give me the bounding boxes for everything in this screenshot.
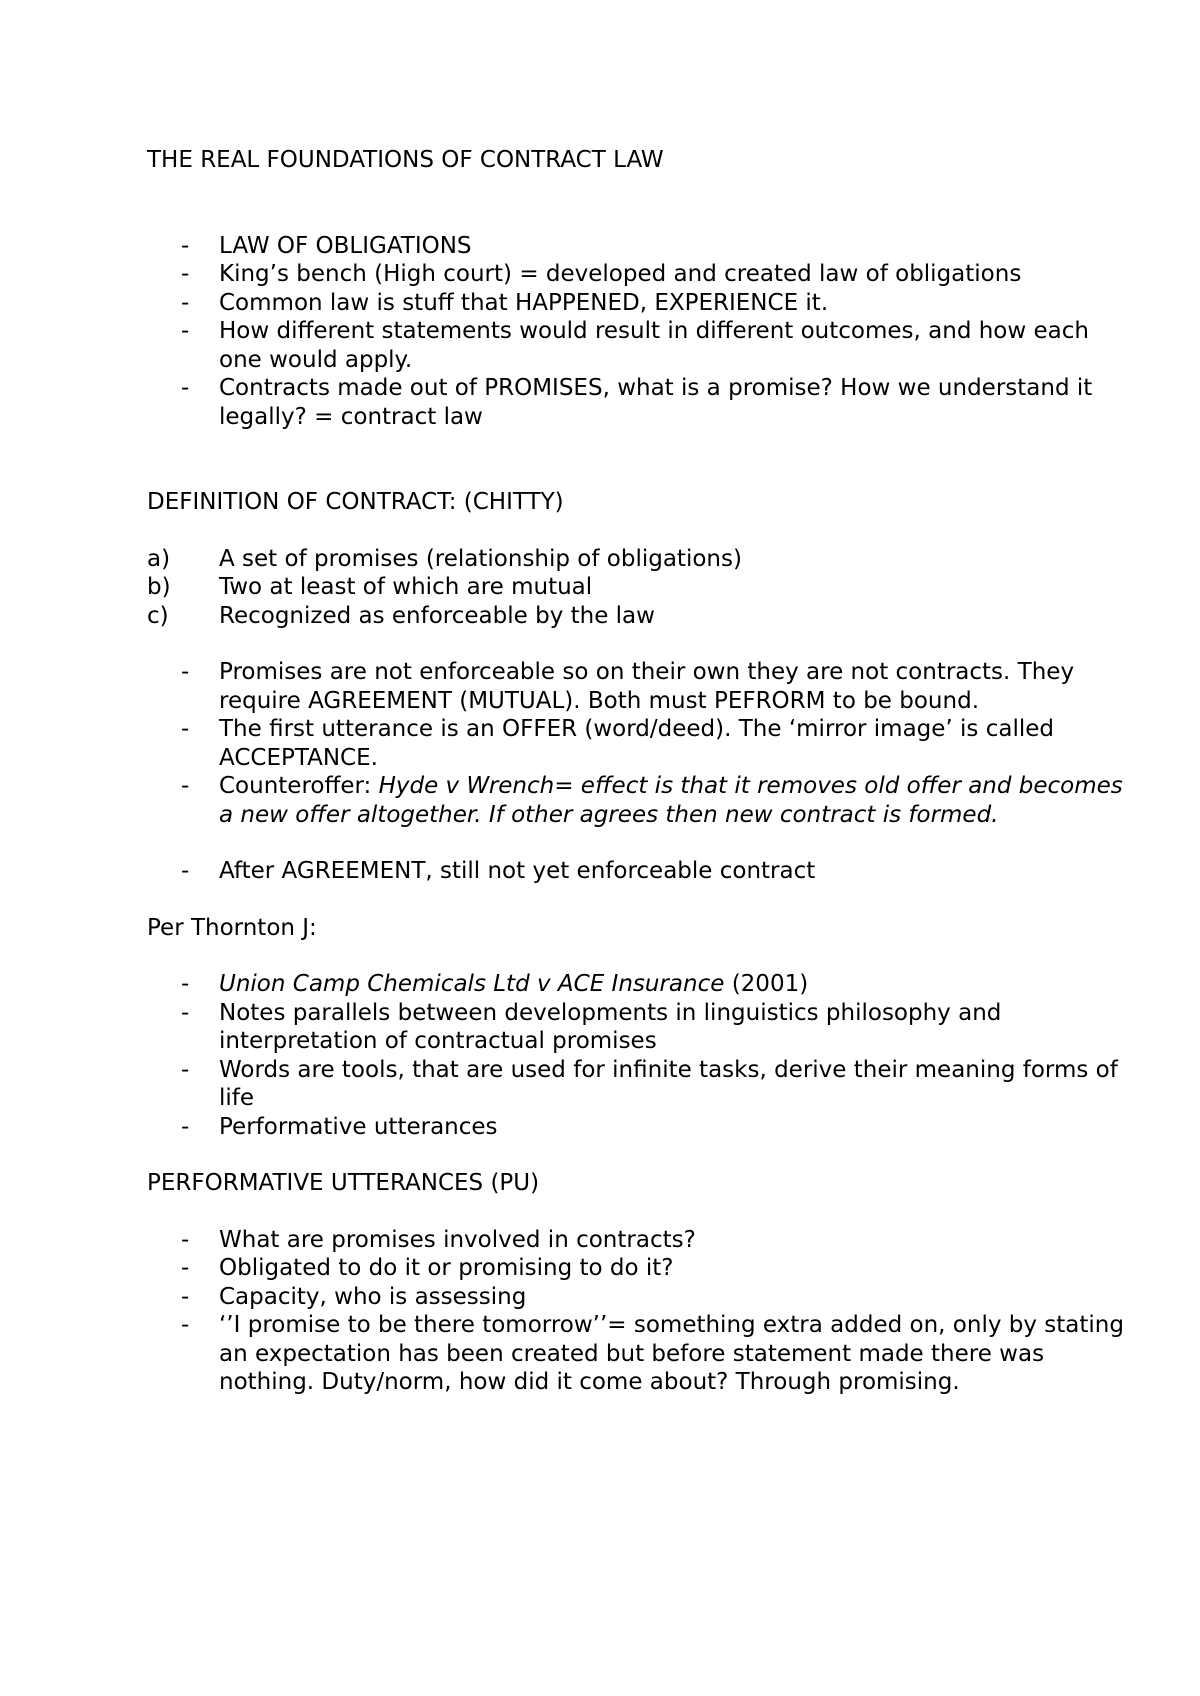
list-item xyxy=(147,260,1139,289)
list-item-text: Obligated to do it or promising to do it? xyxy=(219,1255,674,1281)
definition-heading: DEFINITION OF CONTRACT: (CHITTY) xyxy=(147,489,564,515)
spacer xyxy=(147,1198,1200,1226)
list-item xyxy=(147,715,1139,772)
list-item-text: Capacity, who is assessing xyxy=(219,1283,527,1310)
spacer xyxy=(147,175,1200,232)
list-item-text: Words are tools, that are used for infinite tasks, derive their meaning forms of life xyxy=(219,1056,1118,1111)
counteroffer-case: Hyde v Wrench= effect is that it removes old offer and becomes a new offer altogether. If other agrees then new contract is formed. xyxy=(219,773,1123,828)
list-item xyxy=(147,1283,1139,1312)
list-item xyxy=(147,374,1139,431)
list-item-text: ‘’I promise to be there tomorrow’’= something extra added on, only by stating an expectation has been created but before statement made there was nothing. Duty/norm, how did it come about? Through promising. xyxy=(219,1312,1124,1395)
list-item-text: Promises are not enforceable so on their own they are not contracts. They require AGREEMENT (MUTUAL). Both must PEFRORM to be bound. xyxy=(219,659,1075,714)
list-item xyxy=(147,1113,1139,1142)
list-item xyxy=(147,857,1139,886)
definition-list xyxy=(147,658,1200,829)
case-name: Union Camp Chemicals Ltd v ACE Insurance xyxy=(219,971,725,997)
spacer xyxy=(147,517,1200,545)
list-item-text: Recognized as enforceable by the law xyxy=(219,602,655,629)
performative-heading: PERFORMATIVE UTTERANCES (PU) xyxy=(147,1170,540,1196)
list-item xyxy=(147,602,1139,631)
letter-marker: a) xyxy=(147,545,171,572)
document-title: THE REAL FOUNDATIONS OF CONTRACT LAW xyxy=(147,147,664,173)
list-item-text: A set of promises (relationship of obligations) xyxy=(219,545,742,572)
list-item xyxy=(147,999,1139,1056)
bullet-marker: - xyxy=(181,971,190,997)
obligations-list xyxy=(147,232,1200,432)
spacer xyxy=(147,1141,1200,1169)
bullet-marker: - xyxy=(181,1226,190,1253)
list-item-text: Common law is stuff that HAPPENED, EXPERIENCE it. xyxy=(219,289,829,316)
thornton-list xyxy=(147,970,1200,1141)
list-item-text: LAW OF OBLIGATIONS xyxy=(219,232,472,259)
bullet-marker: - xyxy=(181,1283,190,1310)
definition-lettered-list xyxy=(147,545,1200,631)
list-item-text: After AGREEMENT, still not yet enforceable contract xyxy=(219,858,816,884)
bullet-marker: - xyxy=(181,858,190,884)
list-item xyxy=(147,1056,1139,1113)
letter-marker: c) xyxy=(147,602,169,629)
bullet-marker: - xyxy=(181,716,190,742)
spacer xyxy=(147,431,1200,488)
bullet-marker: - xyxy=(181,232,190,259)
bullet-marker: - xyxy=(181,773,190,799)
list-item-text: Contracts made out of PROMISES, what is a promise? How we understand it legally? = contract law xyxy=(219,375,1093,430)
case-year: (2001) xyxy=(724,971,809,997)
list-item-text: Notes parallels between developments in linguistics philosophy and interpretation of contractual promises xyxy=(219,999,1002,1054)
list-item xyxy=(147,317,1139,374)
bullet-marker: - xyxy=(181,1113,190,1140)
spacer xyxy=(147,886,1200,914)
letter-marker: b) xyxy=(147,574,171,600)
list-item xyxy=(147,232,1139,261)
list-item xyxy=(147,1311,1139,1397)
spacer xyxy=(147,829,1200,857)
list-item-text: King’s bench (High court) = developed and created law of obligations xyxy=(219,261,1022,287)
bullet-marker: - xyxy=(181,999,190,1026)
list-item-text: What are promises involved in contracts? xyxy=(219,1226,696,1253)
bullet-marker: - xyxy=(181,261,190,287)
list-item xyxy=(147,772,1139,829)
agreement-list xyxy=(147,857,1200,886)
list-item xyxy=(147,289,1139,318)
list-item-text: The first utterance is an OFFER (word/deed). The ‘mirror image’ is called ACCEPTANCE. xyxy=(219,716,1054,771)
bullet-marker: - xyxy=(181,659,190,685)
list-item xyxy=(147,1226,1139,1255)
spacer xyxy=(147,942,1200,970)
counteroffer-label: Counteroffer: xyxy=(219,773,379,799)
bullet-marker: - xyxy=(181,289,190,316)
bullet-marker: - xyxy=(181,318,190,344)
bullet-marker: - xyxy=(181,1312,190,1338)
bullet-marker: - xyxy=(181,1056,190,1083)
spacer xyxy=(147,630,1200,658)
list-item xyxy=(147,658,1139,715)
list-item xyxy=(147,545,1139,574)
bullet-marker: - xyxy=(181,375,190,401)
bullet-marker: - xyxy=(181,1255,190,1281)
list-item-text: How different statements would result in different outcomes, and how each one would apply. xyxy=(219,318,1089,373)
list-item-text: Performative utterances xyxy=(219,1113,498,1140)
thornton-heading: Per Thornton J: xyxy=(147,914,317,941)
list-item xyxy=(147,573,1139,602)
performative-list xyxy=(147,1226,1200,1397)
list-item xyxy=(147,970,1139,999)
list-item-text: Two at least of which are mutual xyxy=(219,574,593,600)
list-item xyxy=(147,1254,1139,1283)
